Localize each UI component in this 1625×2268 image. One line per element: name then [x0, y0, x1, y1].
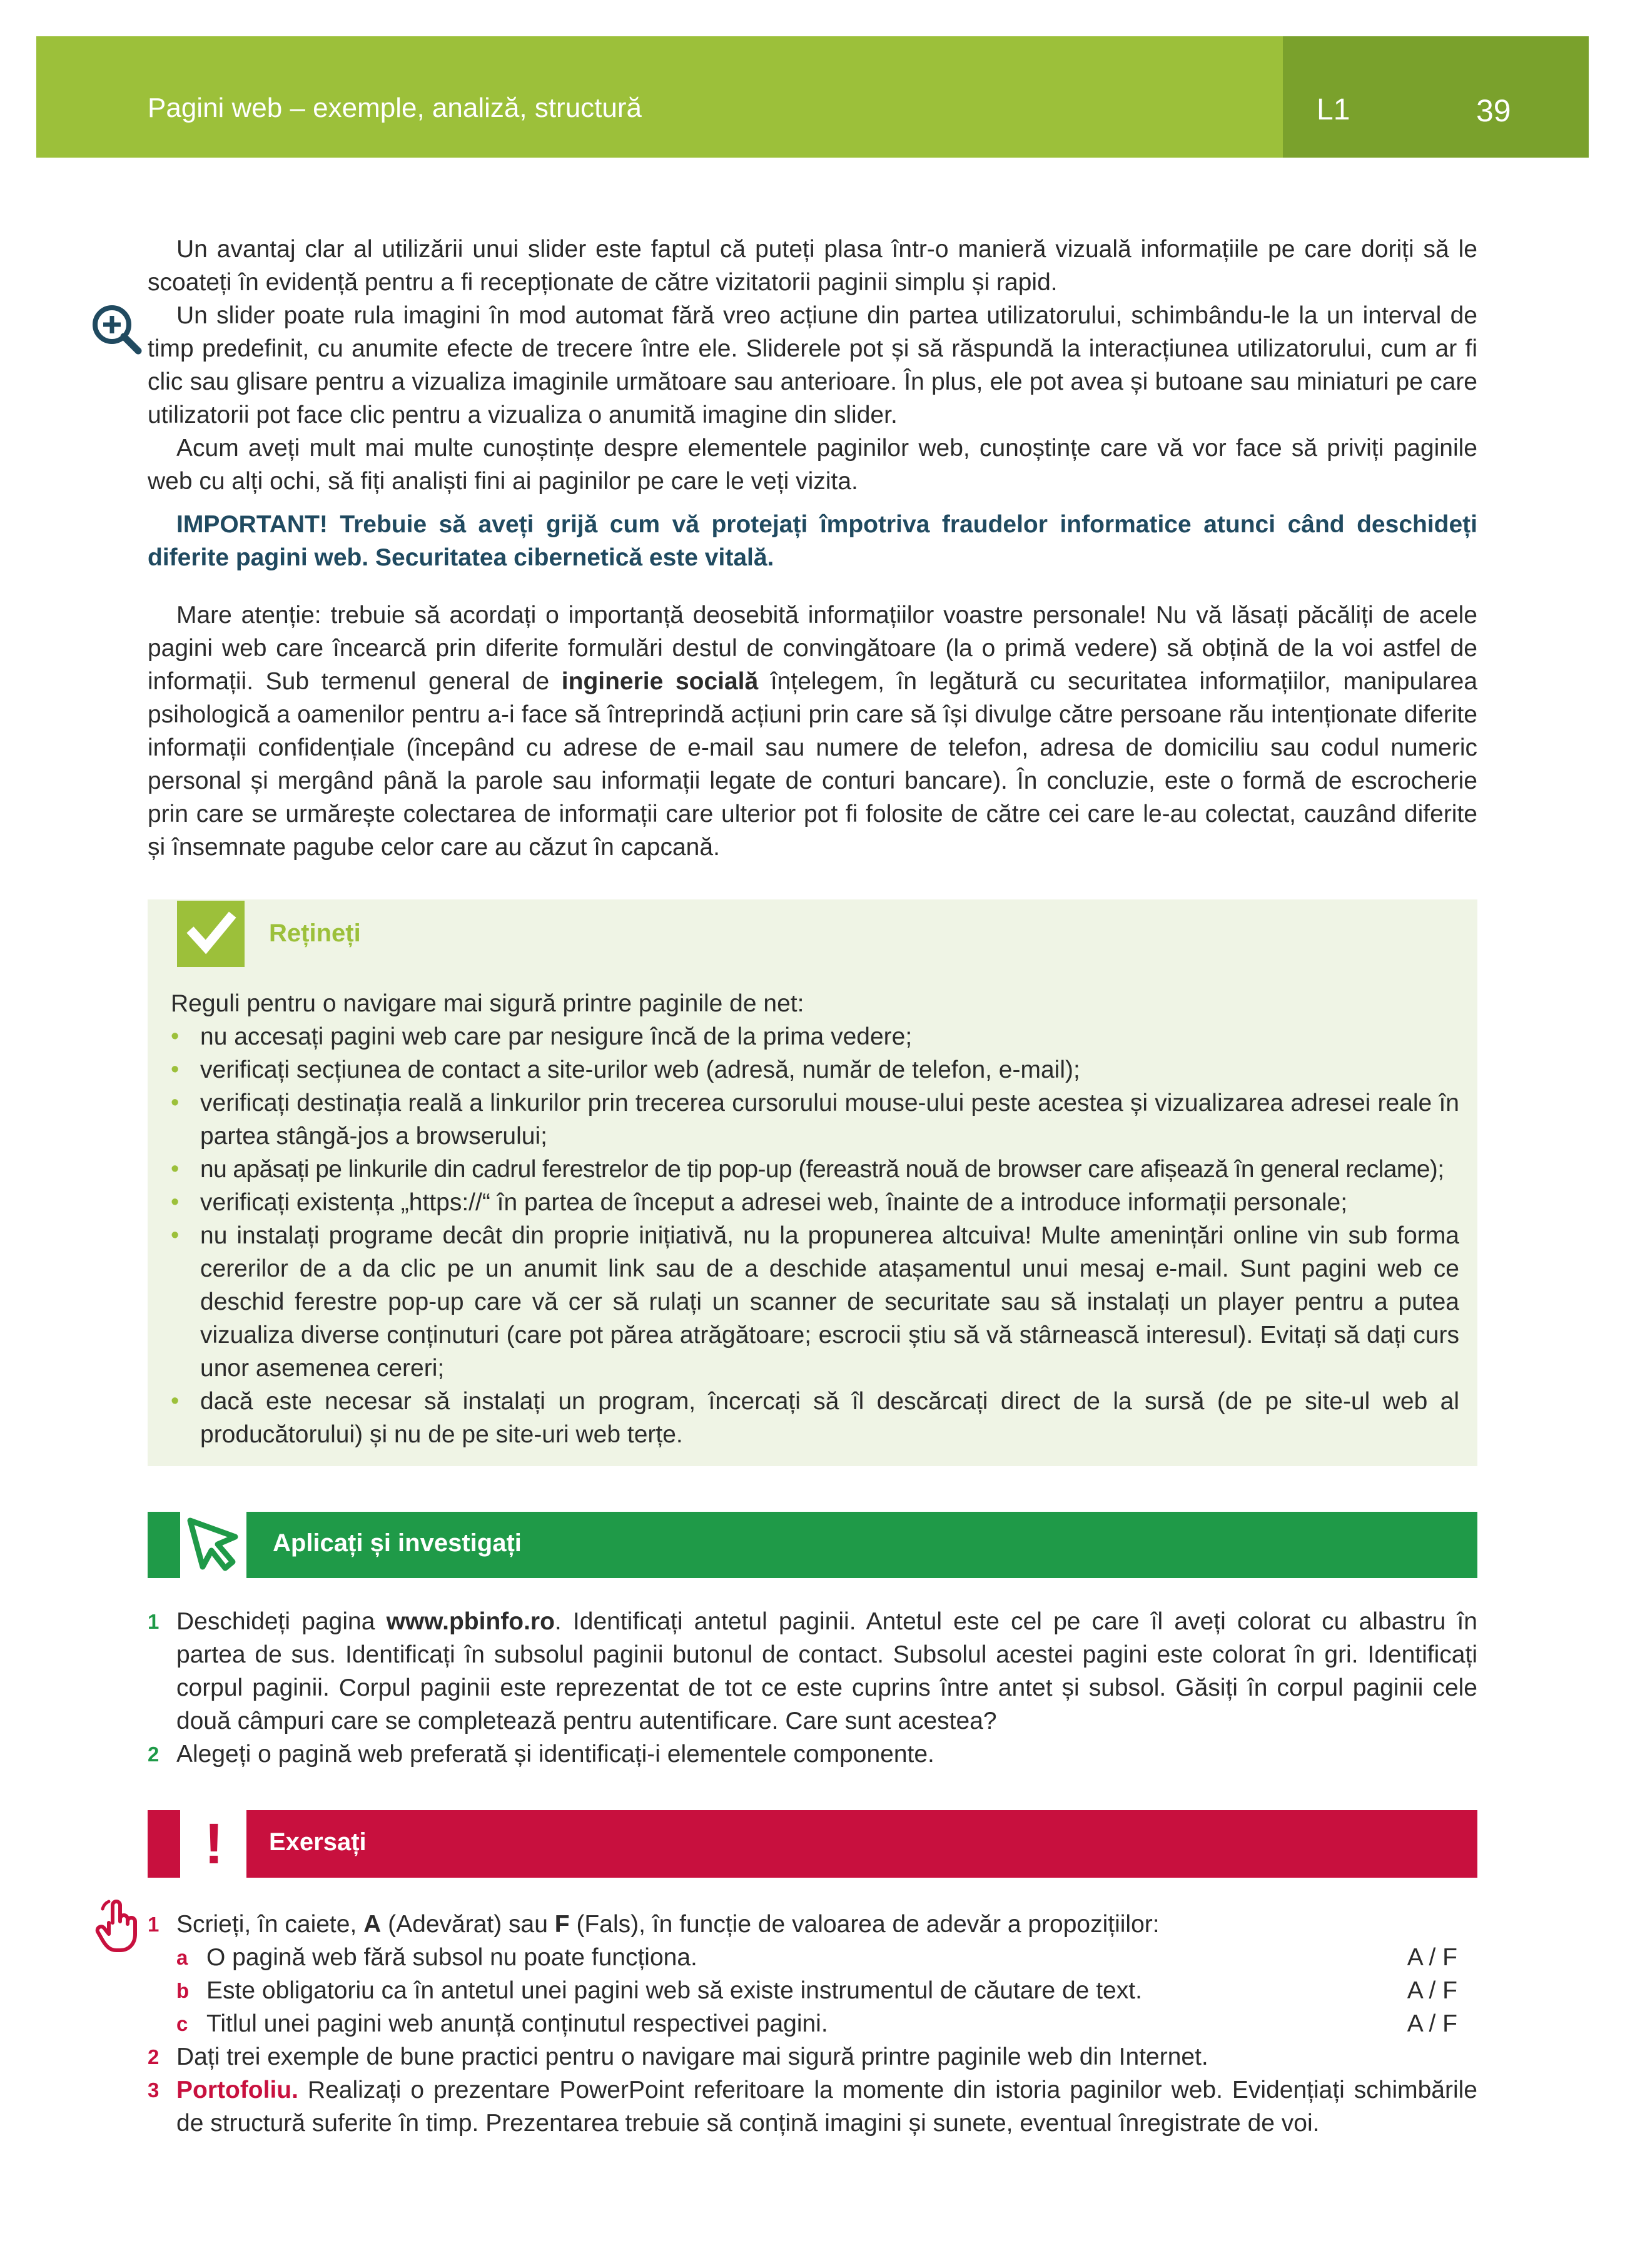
- bullet-icon: •: [171, 1090, 180, 1116]
- paragraph-knowledge: [148, 432, 1477, 498]
- exersati-list: [148, 1908, 1477, 2140]
- statement-text: Titlul unei pagini web anunță conținutul respectivei pagini.: [206, 2010, 828, 2037]
- exclamation-icon: !: [204, 1812, 224, 1876]
- list-item: [171, 1020, 1459, 1053]
- header-title: Pagini web – exemple, analiză, structură: [148, 93, 642, 123]
- list-item: [171, 1086, 1459, 1153]
- checkmark-icon: [177, 901, 245, 967]
- list-item: [148, 1908, 1477, 2040]
- retineti-intro: Reguli pentru o navigare mai sigură printre paginile de net:: [171, 990, 804, 1017]
- list-item-text: verificați secțiunea de contact a site-urilor web (adresă, număr de telefon, e-mail);: [200, 1056, 1080, 1083]
- paragraph-slider-advantage: [148, 233, 1477, 299]
- list-item: [148, 1605, 1477, 1738]
- list-item: [171, 1053, 1459, 1086]
- statement-letter: c: [176, 2012, 188, 2035]
- paragraph-text: Acum aveți mult mai multe cunoștințe despre elementele paginilor web, cunoștințe care vă vor face să priviți paginile web cu alți ochi, să fiți analiști fini ai paginilor pe care le veți vizita.: [148, 435, 1477, 495]
- exersati-title: Exersați: [269, 1828, 367, 1856]
- list-item-text: dacă este necesar să instalați un program, încercați să îl descărcați direct de la sursă (de pe site-ul web al producătorului) și nu de pe site-uri web terțe.: [200, 1388, 1459, 1448]
- item-number: 2: [148, 2045, 159, 2068]
- list-item: [148, 2073, 1477, 2140]
- true-letter: A: [363, 1911, 382, 1938]
- bullet-icon: •: [171, 1222, 180, 1248]
- answer-choice: A / F: [1407, 1944, 1457, 1971]
- aplicati-list: [148, 1605, 1477, 1771]
- list-item: [148, 2040, 1477, 2073]
- safety-rules-list: [171, 1020, 1459, 1451]
- term-social-engineering: inginerie socială: [561, 668, 759, 695]
- pointing-hand-icon: [94, 1898, 144, 1954]
- item-text: (Adevărat) sau: [381, 1911, 555, 1938]
- list-item-text: verificați existența „https://“ în partea de început a adresei web, înainte de a introduce informații personale;: [200, 1189, 1348, 1216]
- statement-a: [176, 1941, 1477, 1974]
- answer-choice: A / F: [1407, 1977, 1457, 2004]
- list-item-text: nu instalați programe decât din proprie inițiativă, nu la propunerea altcuiva! Multe amenințări online vin sub forma cererilor de a da clic pe un anumit link sau de a deschide atașamentul unui mesaj e-mail. Sunt pagini web ce deschid ferestre pop-up care vă cer să rulați un scanner de securitate sau să instalați un player pentru a putea vizualiza diverse conținuturi (care pot părea atrăgătoare; escrocii știu să vă stârnească interesul). Evitați să dați curs unor asemenea cereri;: [200, 1222, 1459, 1382]
- statement-text: Este obligatoriu ca în antetul unei pagini web să existe instrumentul de căutare de text.: [206, 1977, 1142, 2004]
- paragraph-text: Mare atenție: trebuie să acordați o importanță deosebită informațiilor voastre personale! Nu vă lăsați păcăliți de acele pagini web care încearcă prin diferite formulări destul de convingătoare (la o primă vedere) să obțină de la voi astfel de informații. Sub termenul general de: [148, 602, 1477, 695]
- list-item: [171, 1219, 1459, 1385]
- item-text: Deschideți pagina: [176, 1608, 387, 1635]
- list-item: [171, 1153, 1459, 1186]
- statement-b: [176, 1974, 1477, 2007]
- bullet-icon: •: [171, 1189, 180, 1215]
- list-item-text: nu apăsați pe linkurile din cadrul ferestrelor de tip pop-up (fereastră nouă de browser care afișează în general reclame);: [200, 1156, 1444, 1183]
- list-item: [171, 1186, 1459, 1219]
- item-text: . Identificați antetul paginii. Antetul este cel pe care îl aveți colorat cu albastru în partea de sus. Identificați în subsolul paginii butonul de contact. Subsolul acestei pagini este colorat în gri. Identificați corpul paginii. Corpul paginii este reprezentat de tot ce este cuprins între antet și subsol. Găsiți în corpul paginii cele două câmpuri care se completează pentru autentificare. Care sunt acestea?: [176, 1608, 1477, 1734]
- zoom-in-icon: [89, 302, 142, 355]
- important-text: IMPORTANT! Trebuie să aveți grijă cum vă protejați împotriva fraudelor informatice atunci când deschideți diferite pagini web. Securitatea cibernetică este vitală.: [148, 511, 1477, 571]
- item-number: 1: [148, 1913, 159, 1936]
- bullet-icon: •: [171, 1023, 180, 1050]
- item-text: Dați trei exemple de bune practici pentru o navigare mai sigură printre paginile web din Internet.: [176, 2043, 1208, 2070]
- false-letter: F: [554, 1911, 570, 1938]
- retineti-title: Rețineți: [269, 919, 361, 947]
- portfolio-label: Portofoliu.: [176, 2077, 298, 2103]
- page-number: 39: [1476, 93, 1511, 128]
- item-number: 1: [148, 1610, 159, 1633]
- paragraph-slider-behaviour: [148, 299, 1477, 432]
- answer-choice: A / F: [1407, 2010, 1457, 2037]
- lesson-label: L1: [1317, 93, 1350, 126]
- item-text: Realizați o prezentare PowerPoint referitoare la momente din istoria paginilor web. Evidențiați schimbările de structură suferite în timp. Prezentarea trebuie să conțină imagini și sunete, eventual înregistrate de voi.: [176, 2077, 1477, 2137]
- statement-c: [176, 2007, 1477, 2040]
- cursor-arrow-icon: [180, 1512, 246, 1578]
- item-number: 3: [148, 2078, 159, 2102]
- list-item-text: nu accesați pagini web care par nesigure încă de la prima vedere;: [200, 1023, 913, 1050]
- list-item-text: verificați destinația reală a linkurilor prin trecerea cursorului mouse-ului peste acestea și vizualizarea adresei reale în partea stângă-jos a browserului;: [200, 1090, 1459, 1150]
- statement-letter: a: [176, 1946, 188, 1969]
- retineti-badge: [177, 901, 245, 967]
- bullet-icon: •: [171, 1388, 180, 1414]
- list-item: [148, 1738, 1477, 1771]
- statement-letter: b: [176, 1979, 190, 2002]
- bullet-icon: •: [171, 1056, 180, 1083]
- important-note: [148, 508, 1477, 574]
- aplicati-title: Aplicați și investigați: [273, 1529, 522, 1557]
- statement-text: O pagină web fără subsol nu poate funcționa.: [206, 1944, 697, 1971]
- paragraph-text: înțelegem, în legătură cu securitatea informațiilor, manipularea psihologică a oamenilor pentru a-i face să întreprindă acțiuni prin care să își divulge către persoane rău intenționate diferite informații confidențiale (începând cu adrese de e-mail sau numere de telefon, adresa de domiciliu sau codul numeric personal și mergând până la parole sau informații legate de conturi bancare). În concluzie, este o formă de escrocherie prin care se urmărește colectarea de informații care ulterior pot fi folosite de către cei care le-au colectat, cauzând diferite și însemnate pagube celor care au căzut în capcană.: [148, 668, 1478, 861]
- bullet-icon: •: [171, 1156, 179, 1182]
- item-text: Alegeți o pagină web preferată și identificați-i elementele componente.: [176, 1741, 934, 1768]
- aplicati-badge: [180, 1512, 246, 1578]
- paragraph-text: Un avantaj clar al utilizării unui slider este faptul că puteți plasa într-o manieră vizuală informațiile pe care doriți să le scoateți în evidență pentru a fi recepționate de către vizitatorii paginii simplu și rapid.: [148, 236, 1477, 296]
- paragraph-text: Un slider poate rula imagini în mod automat fără vreo acțiune din partea utilizatorului, schimbându-le la un interval de timp predefinit, cu anumite efecte de trecere între ele. Sliderele pot și să răspundă la interacțiunea utilizatorului, cum ar fi clic sau glisare pentru a vizualiza imaginile următoare sau anterioare. În plus, ele pot avea și butoane sau miniaturi pe care utilizatorii pot face clic pentru a vizualiza o anumită imagine din slider.: [148, 302, 1477, 428]
- paragraph-social-engineering: [148, 599, 1477, 864]
- list-item: [171, 1385, 1459, 1451]
- item-number: 2: [148, 1743, 159, 1766]
- website-address: www.pbinfo.ro: [386, 1608, 555, 1635]
- item-text: (Fals), în funcție de valoarea de adevăr a propozițiilor:: [569, 1911, 1160, 1938]
- item-text: Scrieți, în caiete,: [176, 1911, 364, 1938]
